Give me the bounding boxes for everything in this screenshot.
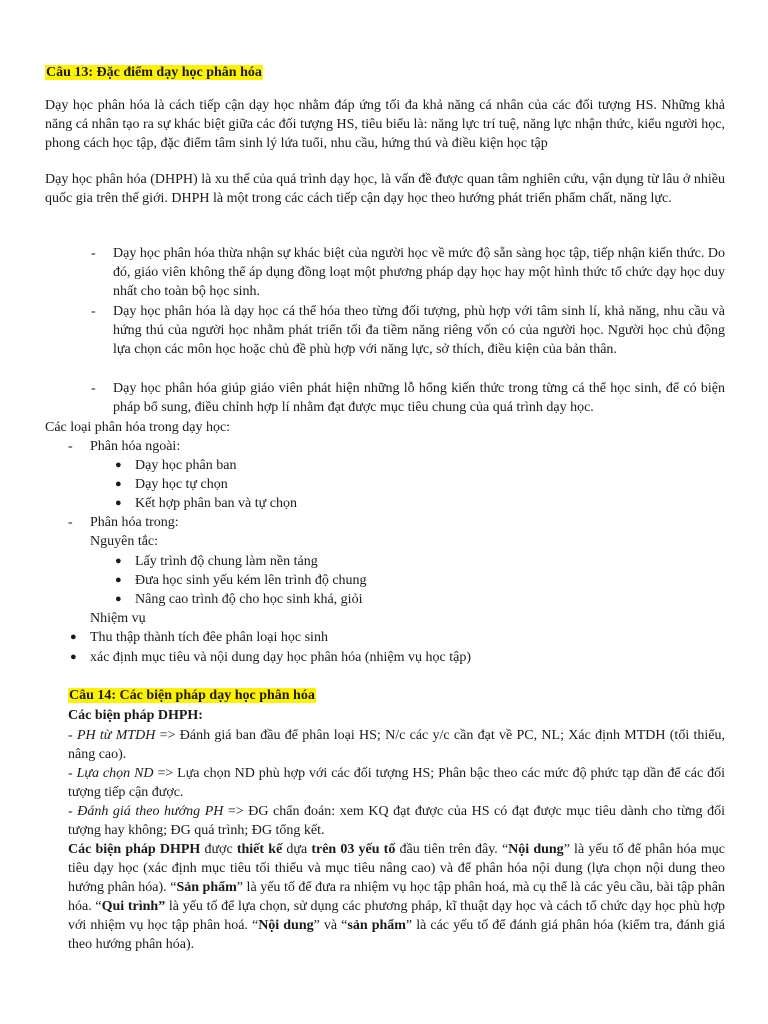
- outer-dash-marker: -: [68, 439, 73, 454]
- bullet-icon: ●: [115, 497, 122, 509]
- bullet-icon: ●: [70, 631, 77, 643]
- q13-dash-item-2: [91, 302, 725, 359]
- bullet-icon: ●: [115, 478, 122, 490]
- task-label: Nhiệm vụ: [90, 611, 146, 626]
- inner-dash-marker: -: [68, 515, 73, 530]
- dash-item-text: Dạy học phân hóa là dạy học cá thể hóa theo từng đối tượng, phù hợp với tâm sinh lí, khả năng, nhu cầu và hứng thú của người học nhằm phát triển tối đa tiềm năng riêng vốn có của người học. Người học chủ động lựa chọn các môn học hoặc chủ đề phù hợp với năng lực, sở thích, điều kiện của bản thân.: [113, 304, 725, 357]
- bullet-icon: ●: [115, 593, 122, 605]
- bullet-icon: ●: [115, 459, 122, 471]
- principle-label: Nguyên tắc:: [90, 534, 159, 549]
- task-item-2: ● xác định mục tiêu và nội dung dạy học phân hóa (nhiệm vụ học tập): [70, 650, 472, 665]
- q13-paragraph-2: Dạy học phân hóa (DHPH) là xu thế của quá trình dạy học, là vấn đề được quan tâm nghiên cứu, vận dụng từ lâu ở nhiều quốc gia trên thế giới. DHPH là một trong các cách tiếp cận dạy học theo hướng phát triển phẩm chất, năng lực.: [45, 172, 725, 206]
- q13-dash-item-1: [91, 244, 725, 301]
- q14-final-paragraph: Các biện pháp DHPH được thiết kế dựa trên 03 yếu tố đầu tiên trên đây. “Nội dung” là yếu tố để phân hóa mục tiêu dạy học (xác định mục tiêu tối thiểu và mục tiêu nâng cao) và để phân hóa nội dung (lựa chọn nội dung theo hướng phân hóa). “Sản phẩm” là yếu tố để đưa ra nhiệm vụ học tập phân hoá, mà cụ thể là các yêu cầu, bài tập phân hóa. “Qui trình” là yếu tố để lựa chọn, sử dụng các phương pháp, kĩ thuật dạy học và cách tổ chức dạy học phù hợp với nhiệm vụ học tập phân hoá. “Nội dung” và “sản phẩm” là các yếu tố để đánh giá phân hóa (kiểm tra, đánh giá theo hướng phân hóa).: [68, 842, 726, 952]
- q14-subheading: Các biện pháp DHPH:: [68, 708, 203, 723]
- bullet-icon: ●: [115, 555, 122, 567]
- measure-2: - Lựa chọn ND => Lựa chọn ND phù hợp với các đối tượng HS; Phân bậc theo các mức độ phức tạp dần để các đối tượng tiếp cận được.: [68, 766, 726, 800]
- bullet-icon: ●: [70, 651, 77, 663]
- dash-item-text: Dạy học phân hóa thừa nhận sự khác biệt của người học về mức độ sẵn sàng học tập, tiếp nhận kiến thức. Do đó, giáo viên không thể áp dụng đồng loạt một phương pháp dạy học hay một hình thức tổ chức dạy học duy nhất cho toàn bộ học sinh.: [113, 246, 725, 299]
- q13-paragraph-1: Dạy học phân hóa là cách tiếp cận dạy học nhằm đáp ứng tối đa khả năng cá nhân của các đối tượng HS. Những khả năng cá nhân tạo ra sự khác biệt giữa các đối tượng HS, tiêu biểu là: năng lực trí tuệ, năng lực nhận thức, kiểu người học, phong cách học tập, đặc điểm tâm sinh lý lứa tuổi, nhu cầu, hứng thú và điều kiện học tập: [45, 98, 725, 151]
- q14-heading: Câu 14: Các biện pháp dạy học phân hóa: [69, 688, 315, 703]
- dash-marker: -: [91, 246, 96, 261]
- outer-item-1: ● Dạy học phân ban: [115, 458, 237, 473]
- q13-heading: Câu 13: Đặc điểm dạy học phân hóa: [46, 65, 262, 80]
- measure-3: - Đánh giá theo hướng PH => ĐG chẩn đoán: xem KQ đạt được của HS có đạt được mục tiêu dành cho từng đối tượng hay không; ĐG quá trình; ĐG tổng kết.: [68, 804, 725, 838]
- bullet-icon: ●: [115, 574, 122, 586]
- task-item-1: ● Thu thập thành tích đêe phân loại học sinh: [70, 630, 328, 645]
- principle-item-1: ● Lấy trình độ chung làm nền tảng: [115, 554, 318, 569]
- outer-label: Phân hóa ngoài:: [90, 439, 181, 454]
- dash-marker: -: [91, 381, 96, 396]
- outer-item-2: ● Dạy học tự chọn: [115, 477, 228, 492]
- measure-1: - PH từ MTDH => Đánh giá ban đầu để phân loại HS; N/c các y/c cần đạt về PC, NL; Xác định MTDH (tối thiểu, nâng cao).: [68, 728, 725, 762]
- types-label: Các loại phân hóa trong dạy học:: [45, 420, 231, 435]
- outer-item-3: ● Kết hợp phân ban và tự chọn: [115, 496, 297, 511]
- principle-item-2: ● Đưa học sinh yếu kém lên trình độ chung: [115, 573, 367, 588]
- dash-item-text: Dạy học phân hóa giúp giáo viên phát hiện những lỗ hổng kiến thức trong từng cá thể học sinh, để có biện pháp bổ sung, điều chỉnh hợp lí nhằm đạt được mục tiêu chung của quá trình dạy học.: [113, 381, 725, 415]
- principle-item-3: ● Nâng cao trình độ cho học sinh khá, giỏi: [115, 592, 363, 607]
- dash-marker: -: [91, 304, 96, 319]
- q13-dash-item-3: [91, 379, 725, 417]
- inner-label: Phân hóa trong:: [90, 515, 179, 530]
